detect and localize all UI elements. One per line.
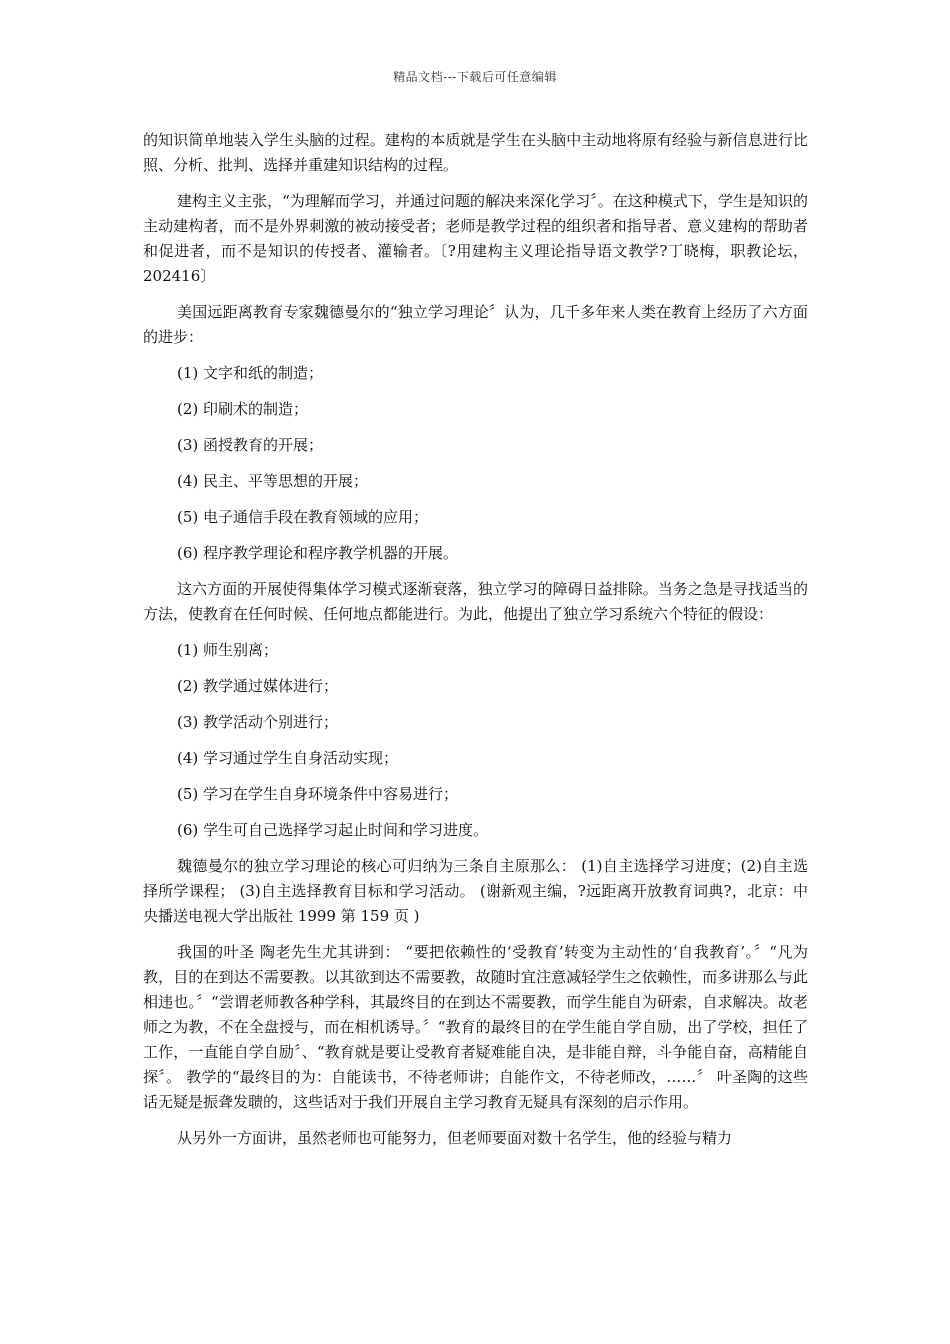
list-item: (3) 教学活动个别进行； [177,713,339,731]
paragraph-wedemeyer-intro: 美国远距离教育专家魏德曼尔的“独立学习理论〞认为，几千多年来人类在教育上经历了六方面的进步： [143,303,808,346]
list-item: (3) 函授教育的开展； [177,436,324,454]
paragraph-another-aspect: 从另外一方面讲，虽然老师也可能努力，但老师要面对数十名学生，他的经验与精力 [177,1129,733,1147]
paragraph-ye-shengtao: 我国的叶圣 陶老先生尤其讲到： “要把依赖性的‘受教育’转变为主动性的‘自我教育’。〞“凡为教，目的在到达不需要教。以其欲到达不需要教，故随时宜注意减轻学生之依赖性，而多讲那么与此相违也。〞“尝谓老师教各种学科，其最终目的在到达不需要教，而学生能自为研索，自求解决。故老师之为教，不在全盘授与，而在相机诱导。〞“教育的最终目的在学生能自学自励，出了学校，担任了工作，一直能自学自励〞、“教育就是要让受教育者疑难能自决，是非能自辩，斗争能自奋，高精能自探〞。 教学的“最终目的为：自能读书，不待老师讲；自能作文，不待老师改，……〞 叶圣陶的这些话无疑是振聋发聩的，这些话对于我们开展自主学习教育无疑具有深刻的启示作用。 [143,943,808,1111]
list-item: (6) 学生可自己选择学习起止时间和学习进度。 [177,821,489,839]
list-item: (5) 电子通信手段在教育领域的应用； [177,508,429,526]
list-item: (1) 文字和纸的制造； [177,364,324,382]
list-item: (4) 学习通过学生自身活动实现； [177,749,399,767]
page-header: 精品文档---下载后可任意编辑 [393,70,557,84]
paragraph-six-features: 这六方面的开展使得集体学习模式逐渐衰落，独立学习的障碍日益排除。当务之急是寻找适当的方法，使教育在任何时候、任何地点都能进行。为此，他提出了独立学习系统六个特征的假设： [143,580,808,623]
list-item: (5) 学习在学生自身环境条件中容易进行； [177,785,459,803]
paragraph-constructivism: 建构主义主张，“为理解而学习，并通过问题的解决来深化学习〞。在这种模式下，学生是知识的主动建构者，而不是外界刺激的被动接受者；老师是教学过程的组织者和指导者、意义建构的帮助者和促进者，而不是知识的传授者、灌输者。〔?用建构主义理论指导语文教学?丁晓梅，职教论坛， 202416〕 [143,192,808,285]
document-body [143,128,808,1162]
list-item: (2) 印刷术的制造； [177,400,309,418]
list-item: (4) 民主、平等思想的开展； [177,472,369,490]
list-item: (1) 师生别离； [177,641,279,659]
paragraph-core-principles: 魏德曼尔的独立学习理论的核心可归纳为三条自主原那么： (1)自主选择学习进度；(2)自主选择所学课程； (3)自主选择教育目标和学习活动。 (谢新观主编，?远距离开放教育词典?，北京：中央播送电视大学出版社 1999 第 159 页 ) [143,857,808,925]
list-item: (2) 教学通过媒体进行； [177,677,339,695]
list-item: (6) 程序教学理论和程序教学机器的开展。 [177,544,459,562]
paragraph-continuation: 的知识简单地装入学生头脑的过程。建构的本质就是学生在头脑中主动地将原有经验与新信息进行比照、分析、批判、选择并重建知识结构的过程。 [143,131,808,174]
